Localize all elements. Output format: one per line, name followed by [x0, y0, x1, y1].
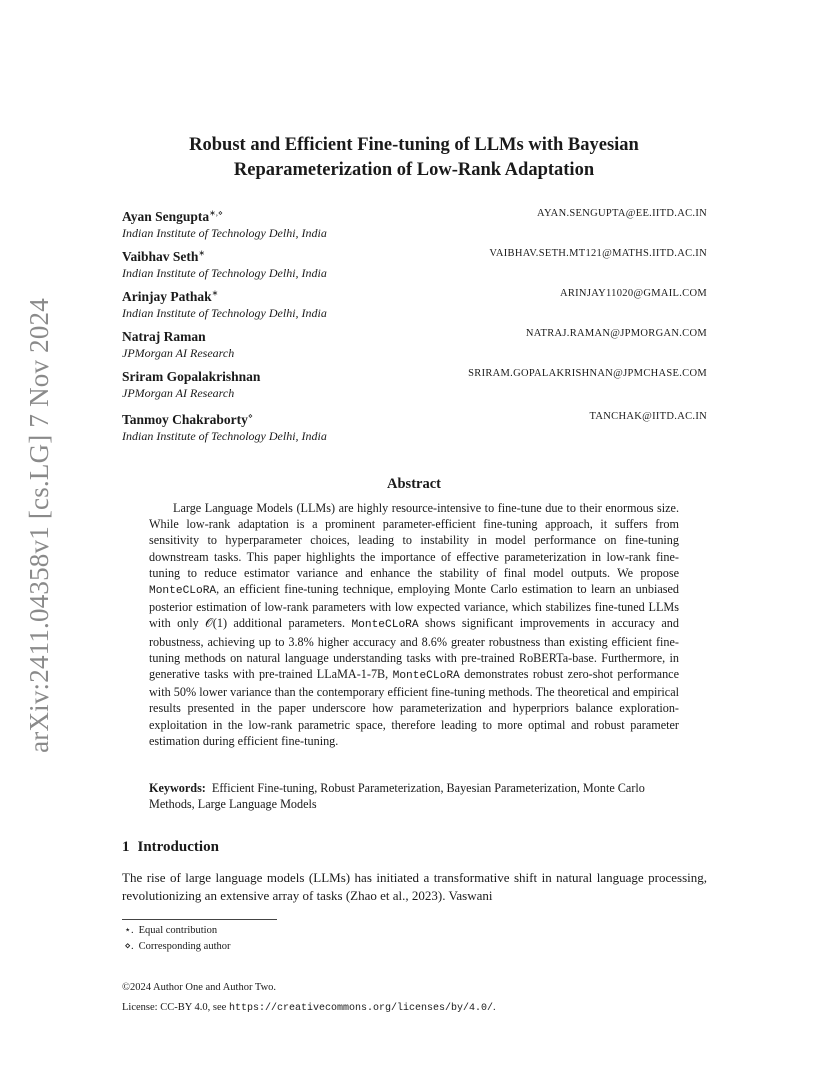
paper-title	[110, 133, 718, 183]
author-block	[122, 286, 707, 321]
author-affiliation: Indian Institute of Technology Delhi, India	[122, 429, 327, 443]
author-affiliation: JPMorgan AI Research	[122, 346, 235, 360]
keywords-text: Efficient Fine-tuning, Robust Parameterization, Bayesian Parameterization, Monte Carlo Methods, Large Language Models	[149, 781, 645, 812]
keywords-label: Keywords:	[149, 781, 206, 795]
footnote-text: Corresponding author	[138, 941, 231, 952]
author-marks: ⋄	[247, 411, 253, 421]
section-number: 1	[122, 839, 130, 855]
author-email[interactable]: NATRAJ.RAMAN@JPMORGAN.COM	[525, 328, 707, 339]
author-email[interactable]: AYAN.SENGUPTA@EE.IITD.AC.IN	[537, 208, 707, 219]
footnote-mark: ⋄.	[124, 941, 134, 952]
author-name: Tanmoy Chakraborty⋄	[122, 411, 253, 427]
author-block	[122, 409, 707, 444]
license-notice: License: CC-BY 4.0, see https://creativecommons.org/licenses/by/4.0/.	[122, 1002, 496, 1014]
author-affiliation: JPMorgan AI Research	[122, 386, 235, 400]
section-heading	[122, 839, 219, 856]
author-affiliation: Indian Institute of Technology Delhi, India	[122, 226, 327, 240]
author-email[interactable]: VAIBHAV.SETH.MT121@MATHS.IITD.AC.IN	[489, 248, 707, 259]
author-affiliation: Indian Institute of Technology Delhi, India	[122, 306, 327, 320]
method-name: MonteCLoRA	[149, 585, 217, 598]
arxiv-identifier-stamp	[16, 290, 62, 760]
abstract-text: Large Language Models (LLMs) are highly resource-intensive to fine-tune due to their enormous size. While low-rank adaptation is a prominent parameter-efficient fine-tuning approach, it suffers from sensitivity to hyperparameter choices, leading to instability in model performance on fine-tuning downstream tasks. This paper highlights the importance of effective parameterization in low-rank fine-tuning to reduce estimator variance and enhance the stability of final model outputs. We propose MonteCLoRA, an efficient fine-tuning technique, employing Monte Carlo estimation to learn an unbiased posterior estimation of low-rank parameters with low expected variance, which stabilizes fine-tuned LLMs with only 𝒪(1) additional parameters. MonteCLoRA shows significant improvements in accuracy and robustness, achieving up to 3.8% higher accuracy and 8.6% greater robustness than existing efficient fine-tuning methods on natural language understanding tasks with pre-trained RoBERTa-base. Furthermore, in generative tasks with pre-trained LLaMA-1-7B, MonteCLoRA demonstrates robust zero-shot performance with 50% lower variance than the contemporary efficient fine-tuning methods. The theoretical and empirical results presented in the paper underscore how parameterization and hyperpriors balance exploration-exploitation in the low-rank parametric space, therefore leading to more optimal and robust parameter estimation during efficient fine-tuning.	[149, 501, 679, 748]
paper-title-line-1: Robust and Efficient Fine-tuning of LLMs with Bayesian	[189, 135, 639, 155]
author-marks: ∗	[198, 248, 206, 258]
abstract-heading: Abstract	[387, 476, 441, 492]
method-name: MonteCLoRA	[392, 670, 460, 683]
arxiv-identifier-text: arXiv:2411.04358v1 [cs.LG] 7 Nov 2024	[23, 297, 54, 753]
author-block	[122, 246, 707, 281]
author-marks: ∗,⋄	[209, 208, 223, 218]
keywords	[149, 780, 679, 812]
author-name: Vaibhav Seth∗	[122, 248, 206, 264]
author-affiliation: Indian Institute of Technology Delhi, India	[122, 266, 327, 280]
footnote-mark: ⋆.	[124, 925, 134, 936]
footnote-divider	[122, 919, 277, 920]
author-block	[122, 206, 707, 241]
copyright-notice: ©2024 Author One and Author Two.	[122, 982, 277, 993]
author-block	[122, 326, 707, 361]
method-name: MonteCLoRA	[351, 619, 419, 632]
footnote-text: Equal contribution	[138, 925, 218, 936]
author-email[interactable]: TANCHAK@IITD.AC.IN	[589, 411, 707, 422]
author-block	[122, 366, 707, 401]
paper-title-line-2: Reparameterization of Low-Rank Adaptation	[233, 160, 595, 180]
author-name: Arinjay Pathak∗	[122, 288, 219, 304]
author-email[interactable]: SRIRAM.GOPALAKRISHNAN@JPMCHASE.COM	[468, 368, 707, 379]
author-name: Natraj Raman	[122, 329, 206, 344]
introduction-text: The rise of large language models (LLMs) has initiated a transformative shift in natural language processing, revolutionizing an extensive array of tasks (Zhao et al., 2023). Vaswani	[122, 870, 707, 903]
section-title: Introduction	[137, 839, 219, 855]
author-marks: ∗	[211, 288, 219, 298]
footnote	[122, 940, 231, 952]
author-email[interactable]: ARINJAY11020@GMAIL.COM	[559, 288, 707, 299]
license-link[interactable]: https://creativecommons.org/licenses/by/4.0/	[228, 1003, 493, 1014]
author-name: Ayan Sengupta∗,⋄	[122, 208, 223, 224]
footnote	[122, 924, 217, 936]
author-name: Sriram Gopalakrishnan	[122, 369, 261, 384]
